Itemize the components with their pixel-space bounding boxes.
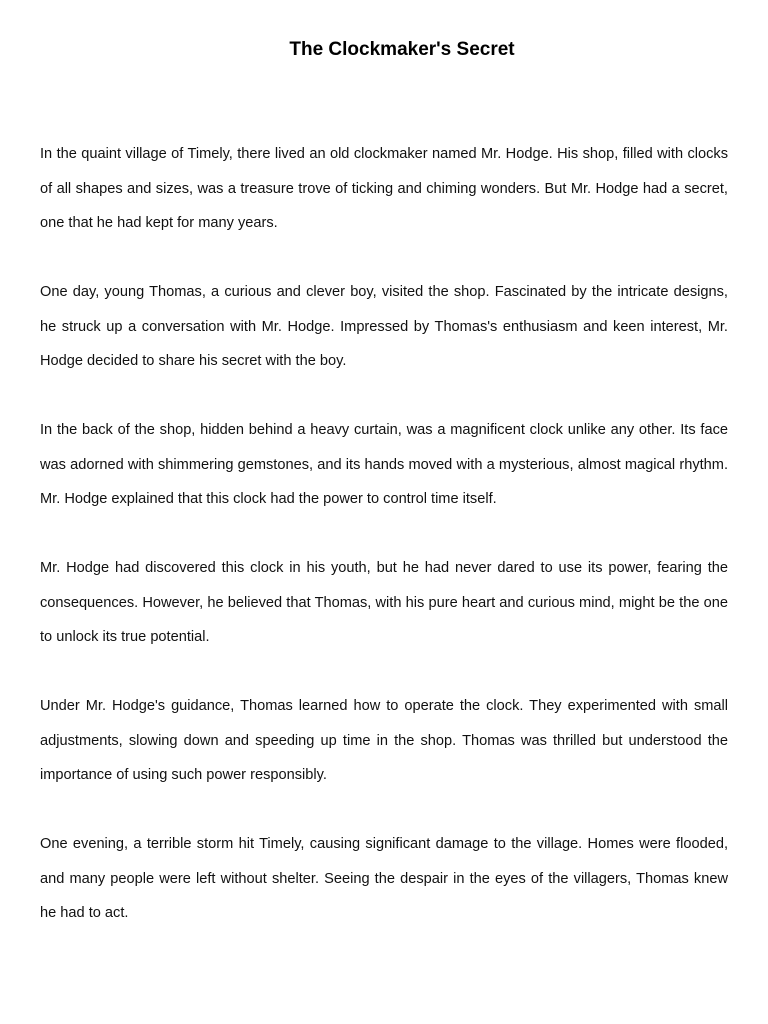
paragraph-2: One day, young Thomas, a curious and clever boy, visited the shop. Fascinated by the intricate designs, he struck up a conversation with Mr. Hodge. Impressed by Thomas's enthusiasm and keen interest, Mr. Hodge decided to share his secret with the boy. (40, 284, 728, 369)
paragraph-6: One evening, a terrible storm hit Timely, causing significant damage to the village. Homes were flooded, and many people were left without shelter. Seeing the despair in the eyes of the villagers, Thomas knew he had to act. (40, 836, 728, 921)
document-title: The Clockmaker's Secret (289, 39, 515, 60)
document-body (40, 137, 728, 965)
paragraph-5: Under Mr. Hodge's guidance, Thomas learned how to operate the clock. They experimented with small adjustments, slowing down and speeding up time in the shop. Thomas was thrilled but understood the importance of using such power responsibly. (40, 698, 728, 783)
paragraph-3: In the back of the shop, hidden behind a heavy curtain, was a magnificent clock unlike any other. Its face was adorned with shimmering gemstones, and its hands moved with a mysterious, almost magical rhythm. Mr. Hodge explained that this clock had the power to control time itself. (40, 422, 728, 507)
paragraph-4: Mr. Hodge had discovered this clock in his youth, but he had never dared to use its power, fearing the consequences. However, he believed that Thomas, with his pure heart and curious mind, might be the one to unlock its true potential. (40, 560, 728, 645)
paragraph-1: In the quaint village of Timely, there lived an old clockmaker named Mr. Hodge. His shop, filled with clocks of all shapes and sizes, was a treasure trove of ticking and chiming wonders. But Mr. Hodge had a secret, one that he had kept for many years. (40, 146, 728, 231)
